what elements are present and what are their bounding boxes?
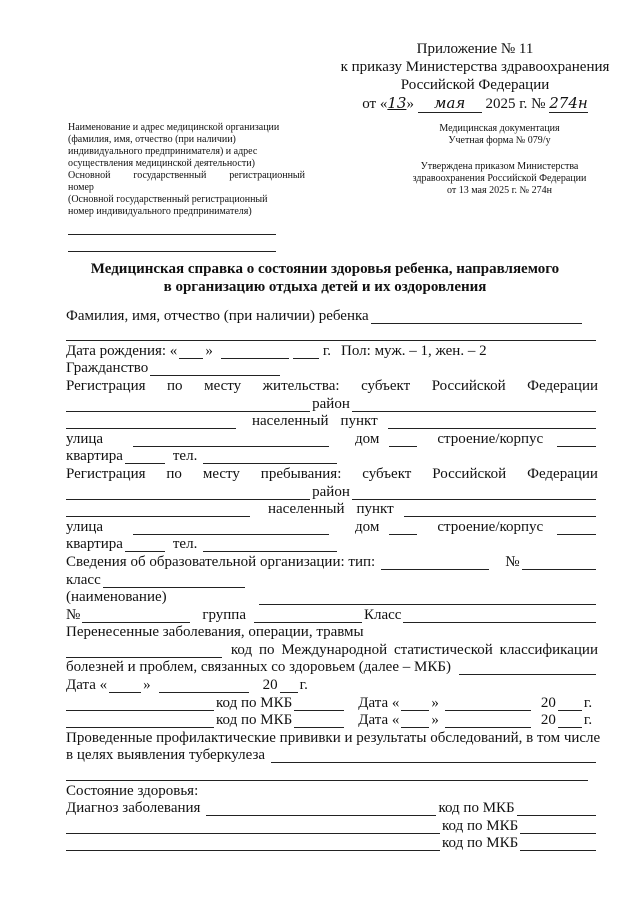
- stay-locality-field[interactable]: [404, 503, 596, 517]
- vaccinations-field-2[interactable]: [66, 767, 588, 781]
- stay-apartment-field[interactable]: [125, 538, 165, 552]
- residence-house-field[interactable]: [389, 433, 417, 447]
- diagnosis-mkb-field-2[interactable]: [520, 820, 596, 834]
- date-2-month-field[interactable]: [445, 697, 531, 711]
- edu-row: Сведения об образовательной организации: тип: №: [66, 552, 598, 570]
- stay-phone-field[interactable]: [203, 538, 337, 552]
- vaccinations-field[interactable]: [271, 749, 596, 763]
- disease-2-field[interactable]: [66, 697, 214, 711]
- reg-residence-row: Регистрация по месту жительства: субъект Российской Федерации: [66, 377, 598, 394]
- edu-number-field-2[interactable]: [82, 609, 190, 623]
- stay-district-field-2[interactable]: [66, 503, 250, 517]
- health-row: Состояние здоровья:: [66, 782, 199, 799]
- birth-month-field[interactable]: [221, 345, 289, 359]
- fio-row: Фамилия, имя, отчество (при наличии) ребенка: [66, 306, 598, 324]
- birth-year-field[interactable]: [293, 345, 319, 359]
- residence-apartment-field[interactable]: [125, 450, 165, 464]
- certificate-form: Фамилия, имя, отчество (при наличии) ребенка Дата рождения: « » г. Пол: муж. – 1, жен. – 2 Гражданство Регистрация по месту жительства: субъект Российской Федерации район населенный пункт улица дом строение/корпус квартира тел. Регистрация по месту пребывания: субъект Российской Федерации район населенный пункт улица дом строение/корпус квартира тел. Сведения об образовательной организации: тип: № класс (наименование) № группа Класс Перенесенные заболевания, операции, травмы код по Международной статистической классификации болезней и проблем, связанных со здоровьем (далее – МКБ) Дата « » 20 г. код по МКБ Дата « » 20 г. код по МКБ Дата « » 20 г. Проведенные профилактические прививки и результаты обследований, в том числе в целях выявления туберкулеза Состояние здоровья: Диагноз заболевания код по МКБ код по МКБ код по МКБ: [66, 307, 601, 852]
- vaccinations-row: Проведенные профилактические прививки и результаты обследований, в том числе: [66, 729, 601, 746]
- form-info-block: Медицинская документация Учетная форма № 079/у Утверждена приказом Министерства здравоохранения Российской Федерации от 13 мая 2025 г. № 274н: [412, 123, 587, 196]
- residence-district-field-2[interactable]: [66, 415, 236, 429]
- birth-day-field[interactable]: [179, 345, 203, 359]
- date-3-year-field[interactable]: [558, 714, 582, 728]
- fio-field-line-2[interactable]: [66, 327, 596, 341]
- date-day-field[interactable]: [109, 679, 141, 693]
- edu-class-field[interactable]: [103, 574, 245, 588]
- residence-street-field[interactable]: [133, 433, 329, 447]
- edu-type-field[interactable]: [381, 556, 489, 570]
- stay-subject-field[interactable]: [66, 486, 310, 500]
- appendix-federation: Российской Федерации: [400, 77, 550, 93]
- citizenship-field[interactable]: [150, 362, 280, 376]
- edu-name-field[interactable]: [259, 591, 596, 605]
- date-year-field[interactable]: [280, 679, 298, 693]
- date-month-field[interactable]: [159, 679, 249, 693]
- appendix-number: Приложение № 11: [416, 41, 534, 57]
- diagnosis-mkb-field[interactable]: [517, 802, 596, 816]
- date-2-day-field[interactable]: [401, 697, 429, 711]
- residence-building-field[interactable]: [557, 433, 596, 447]
- stay-building-field[interactable]: [557, 521, 596, 535]
- diagnosis-mkb-field-3[interactable]: [520, 837, 596, 851]
- diseases-row: Перенесенные заболевания, операции, травмы: [66, 624, 364, 641]
- stay-house-field[interactable]: [389, 521, 417, 535]
- handwritten-number: 274н: [549, 94, 588, 112]
- birth-row: Дата рождения: « » г. Пол: муж. – 1, жен. – 2: [66, 342, 487, 359]
- fio-field[interactable]: [371, 310, 582, 324]
- stay-district-field[interactable]: [352, 486, 596, 500]
- diagnosis-field[interactable]: [206, 802, 436, 816]
- edu-number-field[interactable]: [522, 556, 597, 570]
- mkb-code-3-field[interactable]: [294, 714, 344, 728]
- appendix-order: к приказу Министерства здравоохранения: [340, 59, 610, 75]
- diagnosis-field-2[interactable]: [66, 820, 440, 834]
- date-row: Дата « » 20 г.: [66, 677, 308, 694]
- diagnosis-row: Диагноз заболевания код по МКБ: [66, 799, 598, 817]
- reg-stay-row: Регистрация по месту пребывания: субъект Российской Федерации: [66, 465, 598, 482]
- residence-district-field[interactable]: [352, 398, 596, 412]
- diagnosis-field-3[interactable]: [66, 837, 440, 851]
- org-blank-line-1[interactable]: [68, 221, 276, 235]
- edu-group-field[interactable]: [254, 609, 362, 623]
- handwritten-day: 13: [387, 94, 407, 112]
- residence-subject-field[interactable]: [66, 398, 310, 412]
- mkb-code-2-field[interactable]: [294, 697, 344, 711]
- residence-phone-field[interactable]: [203, 450, 337, 464]
- edu-class-field-2[interactable]: [403, 609, 596, 623]
- organization-block: Наименование и адрес медицинской организации (фамилия, имя, отчество (при наличии) индивидуального предпринимателя) и адрес осуществления медицинской деятельности) Основной государственный регистрационный номер (Основной государственный регистрационный номер индивидуального предпринимателя): [68, 122, 305, 252]
- document-title: Медицинская справка о состоянии здоровья ребенка, направляемого в организацию отдыха детей и их оздоровления: [90, 261, 560, 295]
- appendix-date: от «13» мая 2025 г. № 274н: [362, 94, 588, 112]
- date-3-month-field[interactable]: [445, 714, 531, 728]
- diseases-field[interactable]: [66, 644, 222, 658]
- disease-3-field[interactable]: [66, 714, 214, 728]
- handwritten-month: мая: [418, 94, 482, 113]
- date-2-year-field[interactable]: [558, 697, 582, 711]
- mkb-code-field[interactable]: [459, 661, 596, 675]
- citizenship-row: Гражданство: [66, 359, 598, 377]
- residence-locality-field[interactable]: [388, 415, 596, 429]
- stay-street-field[interactable]: [133, 521, 329, 535]
- appendix-header: [330, 40, 620, 113]
- org-blank-line-2[interactable]: [68, 238, 276, 252]
- date-3-day-field[interactable]: [401, 714, 429, 728]
